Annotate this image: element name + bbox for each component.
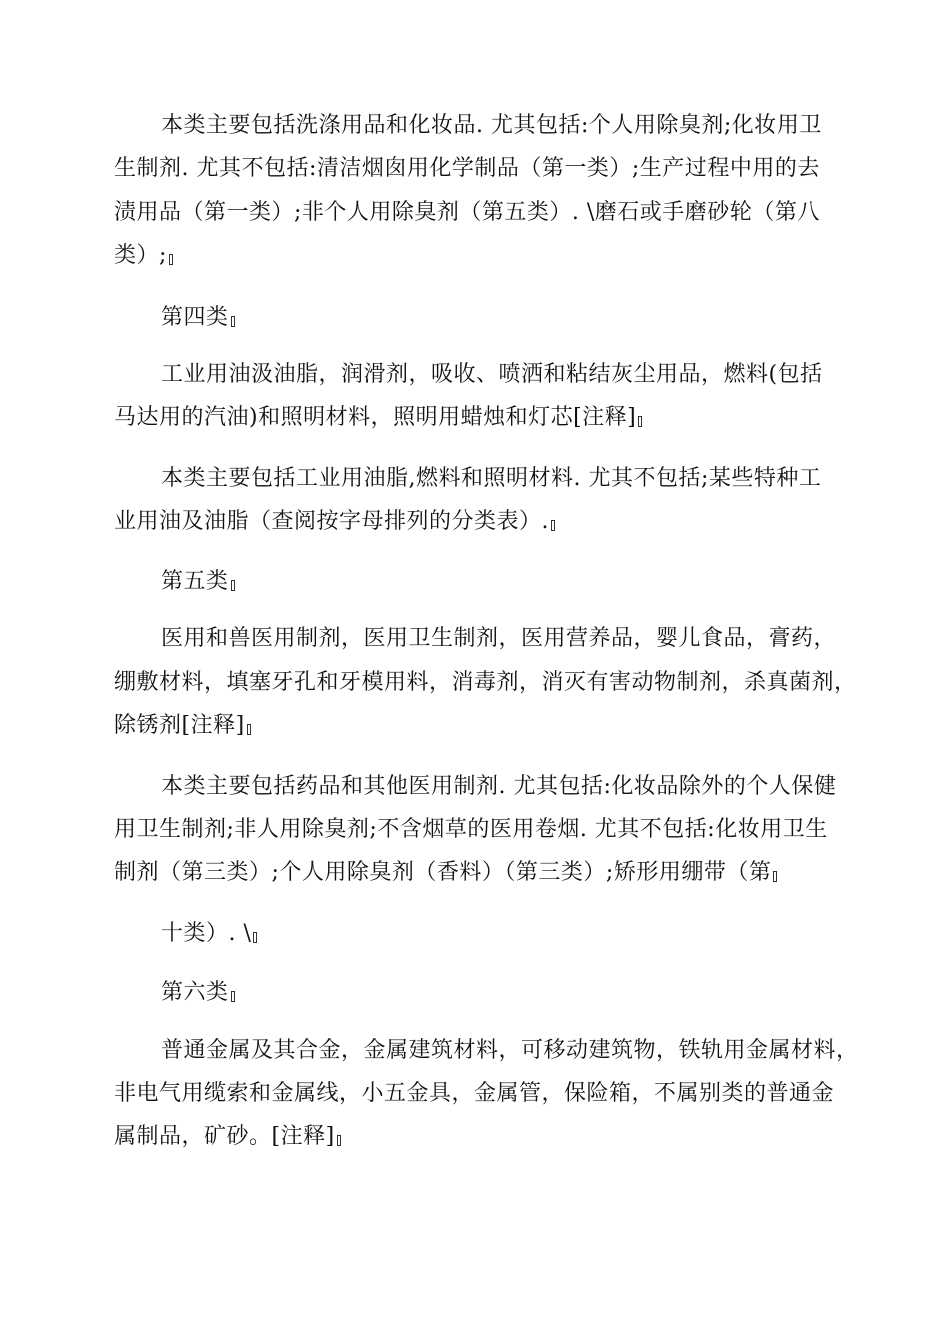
paragraph-line: 绷敷材料，填塞牙孔和牙模用料，消毒剂，消灭有害动物制剂，杀真菌剂， xyxy=(114,670,857,695)
section-heading: 第四类 xyxy=(161,305,235,331)
paragraph-line: 业用油及油脂（查阅按字母排列的分类表）. xyxy=(114,509,555,535)
paragraph-line: 属制品，矿砂。[注释] xyxy=(114,1124,341,1150)
paragraph-line: 渍用品（第一类）;非个人用除臭剂（第五类）. \磨石或手磨砂轮（第八 xyxy=(114,200,820,225)
paragraph-line: 普通金属及其合金，金属建筑材料，可移动建筑物，铁轨用金属材料， xyxy=(161,1038,859,1063)
paragraph-line: 用卫生制剂;非人用除臭剂;不含烟草的医用卷烟. 尤其不包括:化妆用卫生 xyxy=(114,817,828,842)
paragraph-mark xyxy=(231,580,235,591)
paragraph-mark xyxy=(231,991,235,1002)
paragraph-mark xyxy=(253,932,257,943)
paragraph-mark xyxy=(551,520,555,531)
paragraph-mark xyxy=(638,416,642,427)
paragraph-line: 类）; xyxy=(114,243,173,269)
paragraph-line: 非电气用缆索和金属线，小五金具，金属管，保险箱，不属别类的普通金 xyxy=(114,1081,835,1106)
paragraph-line: 本类主要包括工业用油脂,燃料和照明材料. 尤其不包括;某些特种工 xyxy=(161,466,822,491)
paragraph-line: 十类）. \ xyxy=(161,921,257,947)
section-heading: 第六类 xyxy=(161,980,235,1006)
paragraph-mark xyxy=(231,316,235,327)
paragraph-line: 本类主要包括洗涤用品和化妆品. 尤其包括:个人用除臭剂;化妆用卫 xyxy=(161,113,822,138)
paragraph-mark xyxy=(337,1135,341,1146)
paragraph-mark xyxy=(169,254,173,265)
paragraph-line: 制剂（第三类）;个人用除臭剂（香料）（第三类）;矫形用绷带（第 xyxy=(114,860,777,886)
paragraph-line: 本类主要包括药品和其他医用制剂. 尤其包括:化妆品除外的个人保健 xyxy=(161,774,837,799)
paragraph-mark xyxy=(247,724,251,735)
section-heading: 第五类 xyxy=(161,569,235,595)
paragraph-line: 除锈剂[注释] xyxy=(114,713,251,739)
paragraph-line: 生制剂. 尤其不包括:清洁烟囱用化学制品（第一类）;生产过程中用的去 xyxy=(114,156,820,181)
paragraph-line: 工业用油汲油脂，润滑剂，吸收、喷洒和粘结灰尘用品，燃料(包括 xyxy=(161,362,823,387)
paragraph-line: 马达用的汽油)和照明材料，照明用蜡烛和灯芯[注释] xyxy=(114,405,642,431)
paragraph-mark xyxy=(773,871,777,882)
paragraph-line: 医用和兽医用制剂，医用卫生制剂，医用营养品，婴儿食品，膏药， xyxy=(161,626,837,651)
